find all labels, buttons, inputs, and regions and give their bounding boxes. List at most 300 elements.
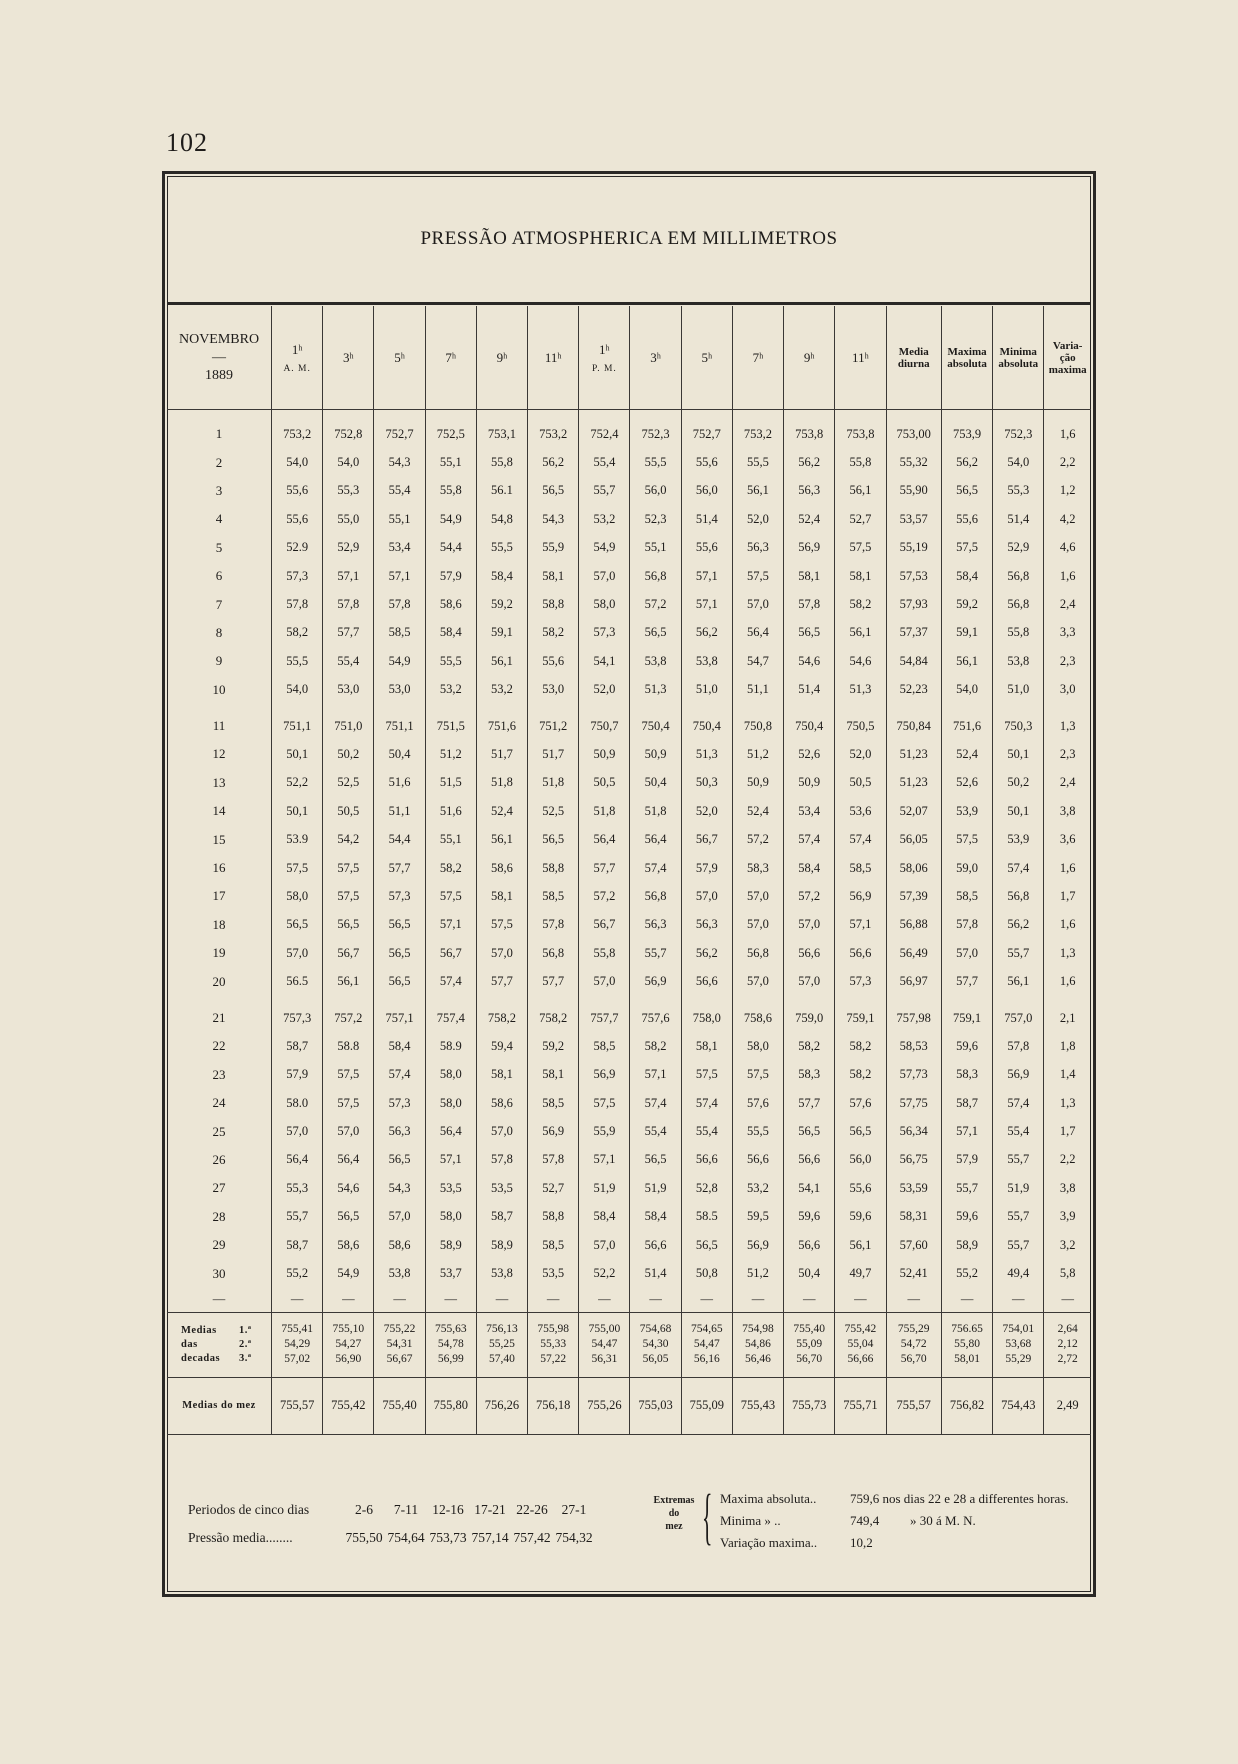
value-cell: 58,8 xyxy=(528,590,579,618)
value-cell: 57,1 xyxy=(630,1061,681,1089)
decade-value: 55,09 xyxy=(796,1338,823,1351)
value-cell: 51,8 xyxy=(528,769,579,797)
value-cell: 757,2 xyxy=(323,1004,374,1032)
value-cell: 55,5 xyxy=(476,534,527,562)
monthly-value-cell: 754,43 xyxy=(993,1377,1044,1434)
value-cell: 57,7 xyxy=(784,1089,835,1117)
value-cell: 57,1 xyxy=(323,562,374,590)
value-cell: 52,2 xyxy=(579,1259,630,1287)
table-row xyxy=(167,1146,1091,1174)
value-cell: 56,8 xyxy=(993,882,1044,910)
value-cell: 57,6 xyxy=(835,1089,886,1117)
value-cell: 58,1 xyxy=(835,562,886,590)
value-cell: 59,4 xyxy=(476,1032,527,1060)
value-cell: 57,8 xyxy=(941,911,992,939)
value-cell: 58,5 xyxy=(528,1089,579,1117)
value-cell: 56,8 xyxy=(528,939,579,967)
value-cell: 51,8 xyxy=(476,769,527,797)
value-cell: 57,5 xyxy=(941,534,992,562)
day-cell: 15 xyxy=(212,831,226,847)
value-cell: 56,2 xyxy=(993,911,1044,939)
spacer-cell xyxy=(425,704,476,712)
extreme-label: Maxima absoluta.. xyxy=(720,1491,817,1506)
value-cell: 56,4 xyxy=(425,1117,476,1145)
extreme-min xyxy=(720,1510,1069,1532)
value-cell: 54,6 xyxy=(835,647,886,675)
value-cell: 54,3 xyxy=(374,1174,425,1202)
decade-value-cell xyxy=(681,1312,732,1377)
value-cell: 58,0 xyxy=(272,882,323,910)
value-cell: 54,7 xyxy=(732,647,783,675)
header-hour: 3ʰ xyxy=(630,306,681,410)
header-minima-absoluta xyxy=(993,306,1044,410)
value-cell: 58,4 xyxy=(374,1032,425,1060)
extremes-title-word: Extremas xyxy=(653,1495,695,1506)
decade-value-cell xyxy=(374,1312,425,1377)
value-cell: 58,3 xyxy=(941,1061,992,1089)
value-cell: 58,7 xyxy=(272,1032,323,1060)
value-cell: 50,9 xyxy=(784,769,835,797)
value-cell: 57,2 xyxy=(630,590,681,618)
value-cell: 58,2 xyxy=(835,590,886,618)
value-cell: 53,9 xyxy=(993,825,1044,853)
value-cell: 57,0 xyxy=(732,590,783,618)
value-cell: 57,93 xyxy=(886,590,941,618)
value-cell: 57,8 xyxy=(528,1146,579,1174)
value-cell: 56,5 xyxy=(272,911,323,939)
value-cell: 57,4 xyxy=(630,854,681,882)
value-cell: 55,1 xyxy=(425,825,476,853)
decade-value-cell xyxy=(993,1312,1044,1377)
value-cell: 57,4 xyxy=(425,967,476,995)
value-cell: 56,8 xyxy=(630,562,681,590)
day-cell: 14 xyxy=(212,803,226,819)
spacer-cell xyxy=(886,996,941,1004)
value-cell: 58,06 xyxy=(886,854,941,882)
value-cell: 52,0 xyxy=(732,505,783,533)
value-cell: 58,2 xyxy=(835,1032,886,1060)
value-cell: 51,0 xyxy=(681,676,732,704)
value-cell: 56,5 xyxy=(784,619,835,647)
value-cell: 57,7 xyxy=(579,854,630,882)
value-cell: 55,8 xyxy=(579,939,630,967)
value-cell: 2,3 xyxy=(1044,740,1091,768)
decade-value-cell xyxy=(1044,1312,1091,1377)
value-cell: 53,8 xyxy=(374,1259,425,1287)
value-cell: 57,5 xyxy=(681,1061,732,1089)
value-cell: 1,3 xyxy=(1044,712,1091,740)
decade-value: 56,90 xyxy=(335,1353,362,1366)
decade-ordinal: 2.ª xyxy=(239,1338,252,1350)
value-cell: 55,6 xyxy=(941,505,992,533)
decade-value: 54,47 xyxy=(693,1338,720,1351)
decade-value: 755,10 xyxy=(332,1323,365,1336)
value-cell: 55,6 xyxy=(528,647,579,675)
spacer-cell xyxy=(425,996,476,1004)
value-cell: 57,0 xyxy=(941,939,992,967)
value-cell: 5,8 xyxy=(1044,1259,1091,1287)
table-row xyxy=(167,1259,1091,1287)
table-row xyxy=(167,1032,1091,1060)
period-value: 22-26 xyxy=(516,1502,548,1517)
value-cell: 56,9 xyxy=(630,967,681,995)
dash-cell: — xyxy=(528,1288,579,1313)
value-cell: 56,1 xyxy=(476,825,527,853)
monthly-value-cell: 755,71 xyxy=(835,1377,886,1434)
day-cell: 7 xyxy=(215,596,223,612)
spacer-cell xyxy=(374,996,425,1004)
value-cell: 55,4 xyxy=(579,448,630,476)
value-cell: 57,7 xyxy=(323,619,374,647)
value-cell: 55,4 xyxy=(993,1117,1044,1145)
value-cell: 759,0 xyxy=(784,1004,835,1032)
decade-label xyxy=(167,1312,272,1377)
decade-value: 57,22 xyxy=(540,1353,567,1366)
value-cell: 57,0 xyxy=(272,939,323,967)
table-row xyxy=(167,1061,1091,1089)
value-cell: 56,3 xyxy=(374,1117,425,1145)
value-cell: 51,9 xyxy=(579,1174,630,1202)
value-cell: 54,1 xyxy=(784,1174,835,1202)
value-cell: 52,0 xyxy=(835,740,886,768)
value-cell: 750,4 xyxy=(681,712,732,740)
value-cell: 57,1 xyxy=(681,562,732,590)
value-cell: 56,3 xyxy=(681,911,732,939)
decade-value: 2,72 xyxy=(1057,1353,1078,1366)
spacer-cell xyxy=(272,410,323,421)
value-cell: 51,4 xyxy=(993,505,1044,533)
value-cell: 56,5 xyxy=(374,1146,425,1174)
extreme-value: 759,6 nos dias 22 e 28 a differentes horas. xyxy=(850,1491,1069,1506)
value-cell: 55,7 xyxy=(993,939,1044,967)
value-cell: 750,8 xyxy=(732,712,783,740)
value-cell: 55,5 xyxy=(630,448,681,476)
value-cell: 57,6 xyxy=(732,1089,783,1117)
spacer-cell xyxy=(732,704,783,712)
value-cell: 58,0 xyxy=(732,1032,783,1060)
value-cell: 1,6 xyxy=(1044,967,1091,995)
value-cell: 757,3 xyxy=(272,1004,323,1032)
value-cell: 55,1 xyxy=(374,505,425,533)
spacer-cell xyxy=(941,996,992,1004)
day-cell: 6 xyxy=(215,568,223,584)
value-cell: 51,7 xyxy=(528,740,579,768)
value-cell: 56,1 xyxy=(323,967,374,995)
value-cell: 56,9 xyxy=(784,534,835,562)
value-cell: 55,4 xyxy=(323,647,374,675)
value-cell: 58,4 xyxy=(579,1203,630,1231)
value-cell: 57,2 xyxy=(732,825,783,853)
value-cell: 753,8 xyxy=(835,420,886,448)
spacer-cell xyxy=(579,410,630,421)
decade-value: 755,63 xyxy=(434,1323,467,1336)
header-variacao-maxima xyxy=(1044,306,1091,410)
value-cell: 56,0 xyxy=(681,477,732,505)
table-row xyxy=(167,911,1091,939)
value-cell: 57,2 xyxy=(784,882,835,910)
value-cell: 753,2 xyxy=(528,420,579,448)
value-cell: 57,0 xyxy=(476,939,527,967)
value-cell: 1,8 xyxy=(1044,1032,1091,1060)
value-cell: 58,53 xyxy=(886,1032,941,1060)
value-cell: 56,3 xyxy=(784,477,835,505)
value-cell: 50,9 xyxy=(579,740,630,768)
dash-cell: — xyxy=(732,1288,783,1313)
value-cell: 56,2 xyxy=(784,448,835,476)
value-cell: 57,5 xyxy=(323,1089,374,1117)
spacer-cell xyxy=(528,410,579,421)
decade-ordinal: 1.ª xyxy=(239,1324,252,1336)
header-text: Media xyxy=(898,345,929,358)
value-cell: 57,5 xyxy=(323,882,374,910)
value-cell: 58,4 xyxy=(941,562,992,590)
value-cell: 52,3 xyxy=(630,505,681,533)
decade-value: 54,47 xyxy=(591,1338,618,1351)
value-cell: 57,1 xyxy=(681,590,732,618)
value-cell: 56,5 xyxy=(374,967,425,995)
header-text: maxima xyxy=(1048,363,1087,376)
value-cell: 56,6 xyxy=(784,939,835,967)
extremes-lines xyxy=(720,1488,1069,1554)
value-cell: 58.5 xyxy=(681,1203,732,1231)
pressure-value: 754,32 xyxy=(555,1530,593,1545)
dash-cell: — xyxy=(886,1288,941,1313)
pressure-label: Pressão media........ xyxy=(188,1530,293,1545)
value-cell: 57,73 xyxy=(886,1061,941,1089)
value-cell: 58.9 xyxy=(425,1032,476,1060)
value-cell: 54,9 xyxy=(374,647,425,675)
value-cell: 58,5 xyxy=(374,619,425,647)
decade-label-word: decadas xyxy=(181,1352,221,1364)
value-cell: 58,2 xyxy=(528,619,579,647)
value-cell: 55,6 xyxy=(681,448,732,476)
value-cell: 57,4 xyxy=(630,1089,681,1117)
table-row xyxy=(167,1203,1091,1231)
header-hour: 9ʰ xyxy=(476,306,527,410)
pressure-value: 755,50 xyxy=(345,1530,383,1545)
pressure-value: 754,64 xyxy=(387,1530,425,1545)
value-cell: 57,8 xyxy=(374,590,425,618)
value-cell: 58,1 xyxy=(528,562,579,590)
value-cell: 53.9 xyxy=(272,825,323,853)
value-cell: 3,8 xyxy=(1044,1174,1091,1202)
value-cell: 57,4 xyxy=(681,1089,732,1117)
pressure-row xyxy=(188,1530,595,1546)
spacer-cell xyxy=(784,704,835,712)
value-cell: 753,2 xyxy=(732,420,783,448)
header-hour: 5ʰ xyxy=(374,306,425,410)
day-cell: 17 xyxy=(212,888,226,904)
value-cell: 757,4 xyxy=(425,1004,476,1032)
value-cell: 57,4 xyxy=(374,1061,425,1089)
value-cell: 50,4 xyxy=(630,769,681,797)
spacer-cell xyxy=(528,704,579,712)
value-cell: 56,1 xyxy=(476,647,527,675)
value-cell: 57,0 xyxy=(784,911,835,939)
value-cell: 55,6 xyxy=(272,477,323,505)
value-cell: 57,5 xyxy=(272,854,323,882)
hour-label: 1ʰ xyxy=(599,341,610,357)
header-media-diurna xyxy=(886,306,941,410)
header-hour: 9ʰ xyxy=(784,306,835,410)
monthly-value-cell: 756,18 xyxy=(528,1377,579,1434)
value-cell: 58,9 xyxy=(941,1231,992,1259)
value-cell: 53,2 xyxy=(425,676,476,704)
decade-ordinal: 3.ª xyxy=(239,1352,252,1364)
decade-value: 56,99 xyxy=(437,1353,464,1366)
value-cell: 3,3 xyxy=(1044,619,1091,647)
value-cell: 57,8 xyxy=(323,590,374,618)
value-cell: 55,7 xyxy=(579,477,630,505)
spacer-cell xyxy=(167,410,272,421)
decade-value: 754,01 xyxy=(1002,1323,1035,1336)
value-cell: 51,23 xyxy=(886,769,941,797)
brace-icon: { xyxy=(702,1483,713,1551)
value-cell: 52,9 xyxy=(323,534,374,562)
value-cell: 57,3 xyxy=(374,1089,425,1117)
value-cell: 56,6 xyxy=(732,1146,783,1174)
value-cell: 54,1 xyxy=(579,647,630,675)
spacer-cell xyxy=(374,410,425,421)
value-cell: 59,6 xyxy=(941,1032,992,1060)
day-cell: 2 xyxy=(215,454,223,470)
value-cell: 59,2 xyxy=(476,590,527,618)
value-cell: 751,1 xyxy=(272,712,323,740)
spacer-cell xyxy=(993,996,1044,1004)
spacer-cell xyxy=(476,410,527,421)
value-cell: 55,3 xyxy=(993,477,1044,505)
value-cell: 53,8 xyxy=(993,647,1044,675)
decade-value: 56,46 xyxy=(745,1353,771,1366)
table-row xyxy=(167,1004,1091,1032)
value-cell: 752,7 xyxy=(374,420,425,448)
value-cell: 56,1 xyxy=(835,619,886,647)
value-cell: 57,0 xyxy=(579,1231,630,1259)
value-cell: 58.0 xyxy=(272,1089,323,1117)
value-cell: 51,7 xyxy=(476,740,527,768)
value-cell: 758,2 xyxy=(528,1004,579,1032)
value-cell: 51,4 xyxy=(681,505,732,533)
dash-cell: — xyxy=(323,1288,374,1313)
day-cell: 11 xyxy=(212,718,226,734)
value-cell: 50,9 xyxy=(630,740,681,768)
value-cell: 751,6 xyxy=(476,712,527,740)
value-cell: 50,5 xyxy=(835,769,886,797)
value-cell: 3,9 xyxy=(1044,1203,1091,1231)
decade-value-cell xyxy=(425,1312,476,1377)
value-cell: 50,4 xyxy=(374,740,425,768)
spacer-cell xyxy=(681,410,732,421)
value-cell: 58,0 xyxy=(425,1089,476,1117)
value-cell: 1,3 xyxy=(1044,939,1091,967)
spacer-cell xyxy=(941,410,992,421)
decade-value: 2,64 xyxy=(1057,1323,1078,1336)
decade-value: 55,04 xyxy=(847,1338,874,1351)
value-cell: 52,4 xyxy=(476,797,527,825)
dash-cell: — xyxy=(1044,1288,1091,1313)
value-cell: 58,9 xyxy=(476,1231,527,1259)
monthly-value-cell: 755,40 xyxy=(374,1377,425,1434)
decade-value: 755,00 xyxy=(588,1323,621,1336)
value-cell: 57,4 xyxy=(993,1089,1044,1117)
value-cell: 58,5 xyxy=(528,1231,579,1259)
decade-value: 55,29 xyxy=(1005,1353,1032,1366)
value-cell: 53,4 xyxy=(374,534,425,562)
day-cell: 30 xyxy=(212,1265,226,1281)
decade-value: 755,42 xyxy=(844,1323,877,1336)
decade-value: 754,98 xyxy=(742,1323,774,1336)
spacer-cell xyxy=(630,704,681,712)
decade-value: 755,29 xyxy=(897,1323,930,1336)
value-cell: 2,4 xyxy=(1044,590,1091,618)
decade-value: 56,70 xyxy=(796,1353,823,1366)
value-cell: 57,9 xyxy=(425,562,476,590)
value-cell: 3,6 xyxy=(1044,825,1091,853)
decade-label-word: Medias xyxy=(181,1324,217,1336)
monthly-value-cell: 756,26 xyxy=(476,1377,527,1434)
spacer-cell xyxy=(784,996,835,1004)
extreme-variation xyxy=(720,1532,1069,1554)
table-row xyxy=(167,647,1091,675)
value-cell: 55,7 xyxy=(630,939,681,967)
value-cell: 57,8 xyxy=(272,590,323,618)
day-cell: 26 xyxy=(212,1151,226,1167)
value-cell: 51,9 xyxy=(993,1174,1044,1202)
value-cell: 57,0 xyxy=(681,882,732,910)
spacer-cell xyxy=(886,410,941,421)
value-cell: 752,5 xyxy=(425,420,476,448)
value-cell: 51,2 xyxy=(732,740,783,768)
value-cell: 58,4 xyxy=(476,562,527,590)
value-cell: 57,1 xyxy=(425,1146,476,1174)
decade-value: 54,86 xyxy=(745,1338,771,1351)
value-cell: 52,0 xyxy=(681,797,732,825)
day-cell: 8 xyxy=(215,624,223,640)
decade-value: 57,40 xyxy=(489,1353,515,1366)
value-cell: 56,1 xyxy=(732,477,783,505)
header-dash: — xyxy=(212,349,227,365)
extremes-title-word: mez xyxy=(665,1521,683,1532)
spacer-cell xyxy=(528,996,579,1004)
value-cell: 55,6 xyxy=(272,505,323,533)
value-cell: 53,2 xyxy=(579,505,630,533)
decade-value-cell xyxy=(835,1312,886,1377)
header-hour: 5ʰ xyxy=(681,306,732,410)
value-cell: 54,4 xyxy=(425,534,476,562)
value-cell: 55,4 xyxy=(374,477,425,505)
extreme-max xyxy=(720,1488,1069,1510)
table-row xyxy=(167,534,1091,562)
spacer-cell xyxy=(323,996,374,1004)
value-cell: 753,00 xyxy=(886,420,941,448)
value-cell: 53,0 xyxy=(374,676,425,704)
pressure-value: 757,14 xyxy=(471,1530,509,1545)
value-cell: 4,2 xyxy=(1044,505,1091,533)
value-cell: 58,1 xyxy=(681,1032,732,1060)
decade-means-row xyxy=(167,1312,1091,1377)
value-cell: 57,5 xyxy=(732,1061,783,1089)
decade-value: 56,31 xyxy=(591,1353,618,1366)
monthly-label: Medias do mez xyxy=(167,1377,272,1434)
table-row xyxy=(167,562,1091,590)
spacer-cell xyxy=(272,996,323,1004)
value-cell: 750,5 xyxy=(835,712,886,740)
spacer-cell xyxy=(272,704,323,712)
value-cell: 51,2 xyxy=(732,1259,783,1287)
value-cell: 51,23 xyxy=(886,740,941,768)
value-cell: 56,97 xyxy=(886,967,941,995)
value-cell: 757,6 xyxy=(630,1004,681,1032)
